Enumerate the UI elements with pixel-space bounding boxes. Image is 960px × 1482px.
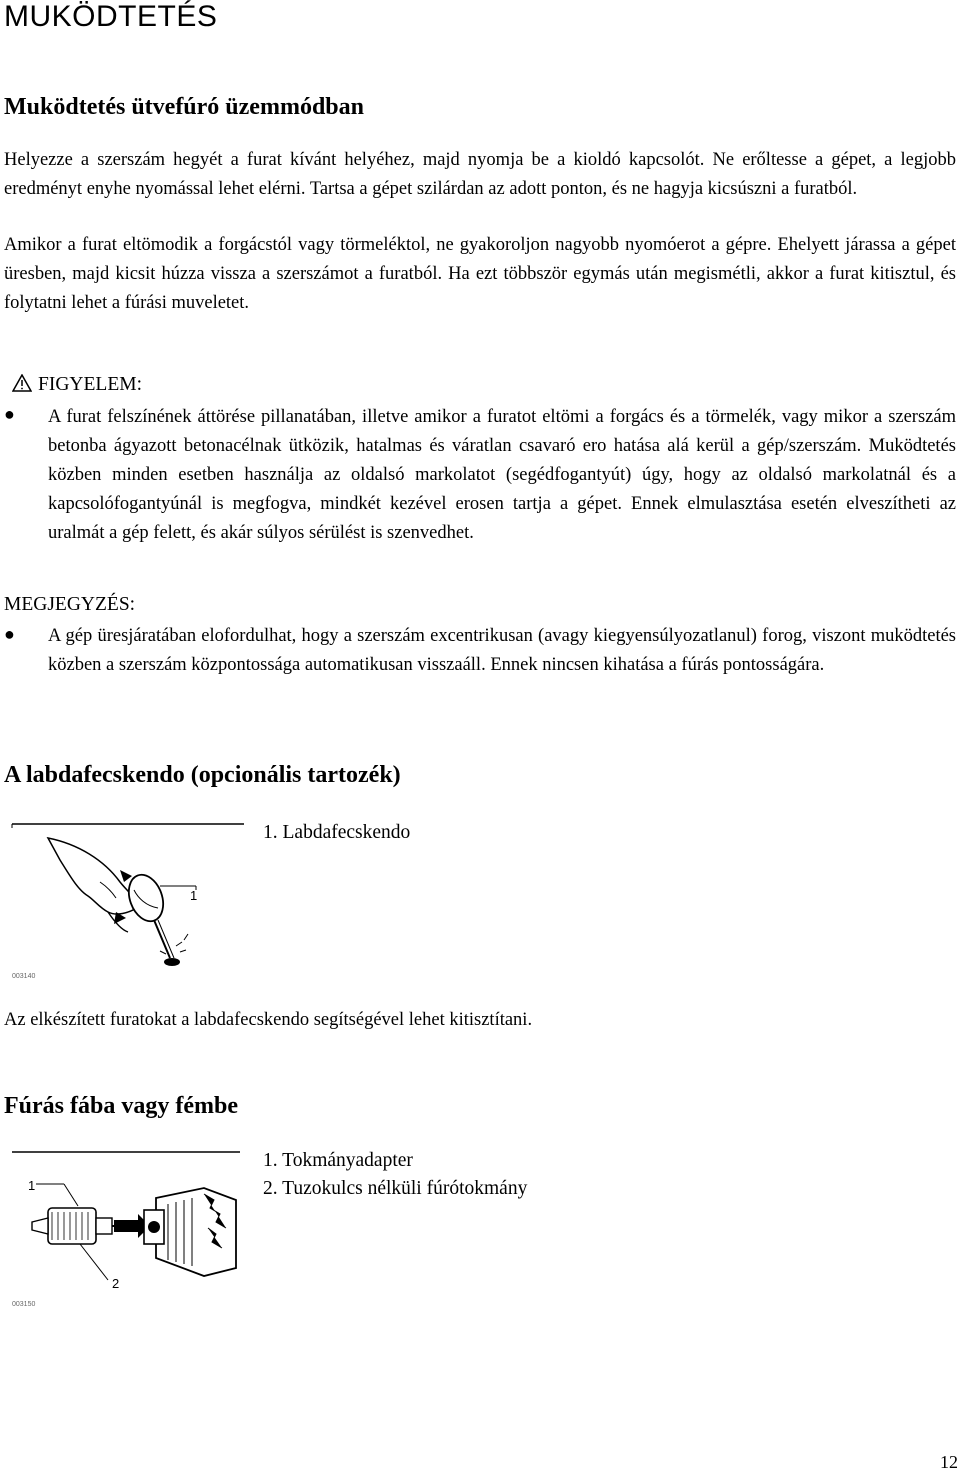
paragraph-ball-syringe: Az elkészített furatokat a labdafecskendo segítségével lehet kitisztítani. xyxy=(4,1010,533,1030)
bullet-icon: ● xyxy=(4,624,15,644)
section-heading-wood-metal: Fúrás fába vagy fémbe xyxy=(4,1093,238,1119)
section-heading-ball-syringe: A labdafecskendo (opcionális tartozék) xyxy=(4,762,401,788)
note-label: MEGJEGYZÉS: xyxy=(4,594,136,615)
warning-text: A furat felszínének áttörése pillanatában, illetve amikor a furatot eltömi a forgács és a törmelék, vagy mikor a szerszám betonba ágyazott betonacélnak ütközik, hatalmas és váratlan csavaró ero hatása alá kerül a gép/szerszám. Muködtetés közben minden esetben használja az oldalsó markolatot (segédfogantyút) úgy, hogy az oldalsó markolatnál és a kapcsolófogantyúnál is megfogva, mindkét kezével erosen tartja a gépet. Ennek elmulasztása esetén elveszítheti az uralmát a gép felett, és akár súlyos sérülést is szenvedhet. xyxy=(48,407,956,543)
warning-label xyxy=(12,374,142,396)
bullet-icon: ● xyxy=(4,404,15,424)
callout-number: 2 xyxy=(112,1276,120,1291)
chuck-adapter-figure xyxy=(8,1148,244,1308)
caption-keyless-chuck: 2. Tuzokulcs nélküli fúrótokmány xyxy=(263,1178,528,1199)
page-title: MUKÖDTETÉS xyxy=(4,0,218,33)
callout-number: 1 xyxy=(190,888,198,903)
paragraph-clogged-hole: Amikor a furat eltömodik a forgácstól vagy törmeléktol, ne gyakoroljon nagyobb nyomóerot a gépre. Ehelyett járassa a gépet üresben, majd kicsit húzza vissza a szerszámot a furatból. Ha ezt többször egymás után megismétli, akkor a furat kitisztul, és folytatni lehet a fúrási muveletet. xyxy=(4,235,956,313)
caption-ball-syringe: 1. Labdafecskendo xyxy=(263,822,411,843)
figure-code: 003150 xyxy=(12,1301,36,1308)
warning-triangle-icon xyxy=(12,374,32,392)
page-number: 12 xyxy=(940,1452,958,1472)
warning-label-text: FIGYELEM: xyxy=(38,374,142,395)
paragraph-operation: Helyezze a szerszám hegyét a furat kívánt helyéhez, majd nyomja be a kioldó kapcsolót. Ne erőltesse a gépet, a legjobb eredményt enyhe nyomással lehet elérni. Tartsa a gépet szilárdan az adott ponton, és ne hagyja kicsúszni a furatból. xyxy=(4,150,956,199)
caption-chuck-adapter: 1. Tokmányadapter xyxy=(263,1150,413,1171)
section-heading-hammer-drilling: Muködtetés ütvefúró üzemmódban xyxy=(4,94,364,120)
blow-out-bulb-figure xyxy=(8,820,248,980)
note-text: A gép üresjáratában elofordulhat, hogy a szerszám excentrikusan (avagy kiegyensúlyozatlanul) forog, viszont muködtetés közben a szerszám központossága automatikusan visszaáll. Ennek nincsen kihatása a fúrás pontosságára. xyxy=(48,626,956,675)
callout-number: 1 xyxy=(28,1178,36,1193)
figure-code: 003140 xyxy=(12,973,36,980)
